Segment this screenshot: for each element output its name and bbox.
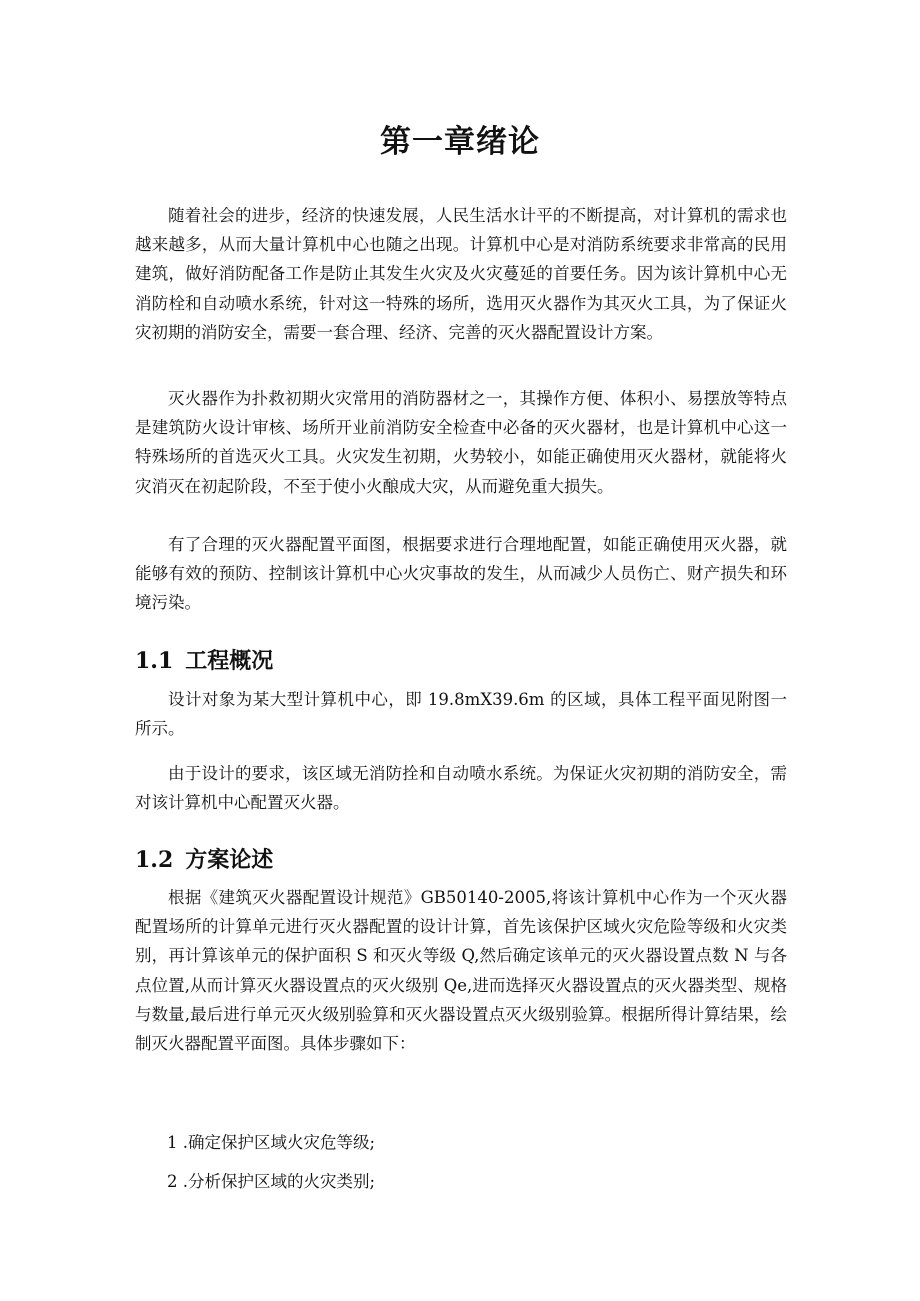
section-1-1-paragraph-1: 设计对象为某大型计算机中心，即 19.8mX39.6m 的区域，具体工程平面见附图一所示。 bbox=[135, 690, 787, 739]
intro-paragraph-1: 随着社会的进步，经济的快速发展，人民生活水计平的不断提高，对计算机的需求也越来越多，从而大量计算机中心也随之出现。计算机中心是对消防系统要求非常高的民用建筑，做好消防配备工作是防止其发生火灾及火灾蔓延的首要任务。因为该计算机中心无消防栓和自动喷水系统，针对这一特殊的场所，选用灭火器作为其灭火工具，为了保证火灾初期的消防安全，需要一套合理、经济、完善的灭火器配置设计方案。 bbox=[135, 206, 787, 342]
section-title: 工程概况 bbox=[185, 649, 274, 674]
section-heading-1-2 bbox=[135, 845, 273, 876]
intro-paragraph-2: 灭火器作为扑救初期火灾常用的消防器材之一，其操作方便、体积小、易摆放等特点是建筑防火设计审核、场所开业前消防安全检查中必备的灭火器材，也是计算机中心这一特殊场所的首选灭火工具。火灾发生初期，火势较小，如能正确使用灭火器材，就能将火灾消灭在初起阶段，不至于使小火酿成大灾，从而避免重大损失。 bbox=[135, 389, 787, 496]
section-1-2-paragraph-1: 根据《建筑灭火器配置设计规范》GB50140-2005,将该计算机中心作为一个灭火器配置场所的计算单元进行灭火器配置的设计计算，首先该保护区域火灾危险等级和火灾类别，再计算该单元的保护面积 S 和灭火等级 Q,然后确定该单元的灭火器设置点数 N 与各点位置,从而计算灭火器设置点的灭火级别 Qe,进而选择灭火器设置点的灭火器类型、规格与数量,最后进行单元灭火级别验算和灭火器设置点灭火级别验算。根据所得计算结果，绘制灭火器配置平面图。具体步骤如下： bbox=[135, 888, 787, 1054]
intro-paragraph-3: 有了合理的灭火器配置平面图，根据要求进行合理地配置，如能正确使用灭火器，就能够有效的预防、控制该计算机中心火灾事故的发生，从而减少人员伤亡、财产损失和环境污染。 bbox=[135, 535, 787, 613]
section-number: 1.1 bbox=[135, 648, 174, 674]
step-item-2: 2 .分析保护区域的火灾类别; bbox=[167, 1172, 376, 1191]
chapter-title: 第一章绪论 bbox=[380, 124, 540, 160]
section-number: 1.2 bbox=[135, 847, 174, 873]
step-item-1: 1 .确定保护区域火灾危等级; bbox=[167, 1133, 376, 1152]
section-1-1-paragraph-2: 由于设计的要求，该区域无消防拴和自动喷水系统。为保证火灾初期的消防安全，需对该计算机中心配置灭火器。 bbox=[135, 764, 787, 813]
section-heading-1-1 bbox=[135, 646, 273, 677]
section-title: 方案论述 bbox=[185, 848, 274, 873]
